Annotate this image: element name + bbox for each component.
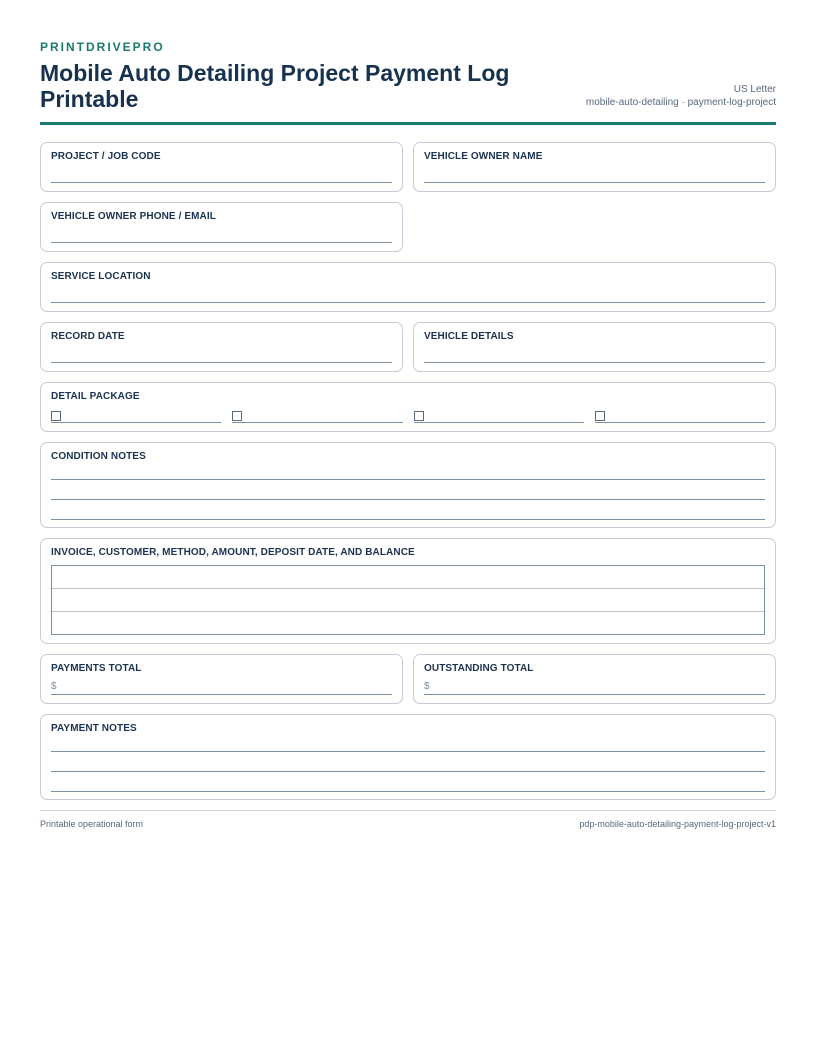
currency-symbol: $ — [424, 681, 430, 692]
write-line — [51, 772, 765, 792]
field-label: PAYMENT NOTES — [51, 723, 137, 734]
field-label: RECORD DATE — [51, 331, 125, 342]
row-condition-notes — [40, 442, 776, 528]
write-line — [51, 302, 765, 303]
form-header — [40, 60, 776, 112]
write-line — [51, 752, 765, 772]
payments-table-field — [40, 538, 776, 644]
row-location — [40, 262, 776, 312]
row-totals — [40, 654, 776, 704]
form-meta — [586, 83, 776, 112]
header-rule — [40, 122, 776, 125]
checkbox[interactable] — [232, 411, 242, 421]
row-date-vehicle — [40, 322, 776, 372]
package-option-2[interactable] — [232, 409, 402, 423]
row-contact — [40, 202, 776, 252]
field-label: PAYMENTS TOTAL — [51, 663, 142, 674]
field-label: CONDITION NOTES — [51, 451, 146, 462]
write-line — [424, 182, 765, 183]
field-label: INVOICE, CUSTOMER, METHOD, AMOUNT, DEPOSIT DATE, AND BALANCE — [51, 547, 415, 558]
record-date-field[interactable] — [40, 322, 403, 372]
row-payments-table — [40, 538, 776, 644]
table-row[interactable] — [52, 566, 764, 589]
table-row[interactable] — [52, 612, 764, 634]
row-payment-notes — [40, 714, 776, 800]
payments-table — [51, 565, 765, 635]
footer-left: Printable operational form — [40, 819, 144, 829]
footer-right: pdp-mobile-auto-detailing-payment-log-project-v1 — [579, 819, 776, 829]
brand-name: PRINTDRIVEPRO — [40, 40, 165, 54]
checkbox[interactable] — [51, 411, 61, 421]
field-label: SERVICE LOCATION — [51, 271, 151, 282]
detail-package-field — [40, 382, 776, 432]
row-project-owner — [40, 142, 776, 192]
write-line — [424, 362, 765, 363]
notes-lines — [51, 735, 765, 792]
field-label: VEHICLE OWNER NAME — [424, 151, 543, 162]
owner-contact-field[interactable] — [40, 202, 403, 252]
paper-size: US Letter — [733, 84, 776, 95]
write-line — [51, 242, 392, 243]
project-code-field[interactable] — [40, 142, 403, 192]
package-options — [51, 409, 765, 423]
checkbox[interactable] — [414, 411, 424, 421]
outstanding-total-field[interactable] — [413, 654, 776, 704]
checkbox[interactable] — [595, 411, 605, 421]
field-label: VEHICLE OWNER PHONE / EMAIL — [51, 211, 216, 222]
field-label: PROJECT / JOB CODE — [51, 151, 161, 162]
form-slug: mobile-auto-detailing · payment-log-project — [585, 97, 776, 108]
package-option-4[interactable] — [595, 409, 765, 423]
currency-line — [51, 681, 392, 695]
page-title: Mobile Auto Detailing Project Payment Log Printable — [40, 60, 510, 112]
currency-symbol: $ — [51, 681, 57, 692]
page-footer — [40, 810, 776, 829]
write-line — [51, 735, 765, 752]
vehicle-details-field[interactable] — [413, 322, 776, 372]
row-detail-package — [40, 382, 776, 432]
condition-notes-field[interactable] — [40, 442, 776, 528]
service-location-field[interactable] — [40, 262, 776, 312]
field-label: VEHICLE DETAILS — [424, 331, 514, 342]
notes-lines — [51, 463, 765, 520]
write-line — [51, 182, 392, 183]
form-page — [40, 40, 776, 800]
write-line — [51, 463, 765, 480]
currency-line — [424, 681, 765, 695]
table-row[interactable] — [52, 589, 764, 612]
owner-name-field[interactable] — [413, 142, 776, 192]
payments-total-field[interactable] — [40, 654, 403, 704]
write-line — [51, 500, 765, 520]
package-option-1[interactable] — [51, 409, 221, 423]
payment-notes-field[interactable] — [40, 714, 776, 800]
write-line — [51, 362, 392, 363]
field-label: OUTSTANDING TOTAL — [424, 663, 534, 674]
package-option-3[interactable] — [414, 409, 584, 423]
field-label: DETAIL PACKAGE — [51, 391, 140, 402]
write-line — [51, 480, 765, 500]
